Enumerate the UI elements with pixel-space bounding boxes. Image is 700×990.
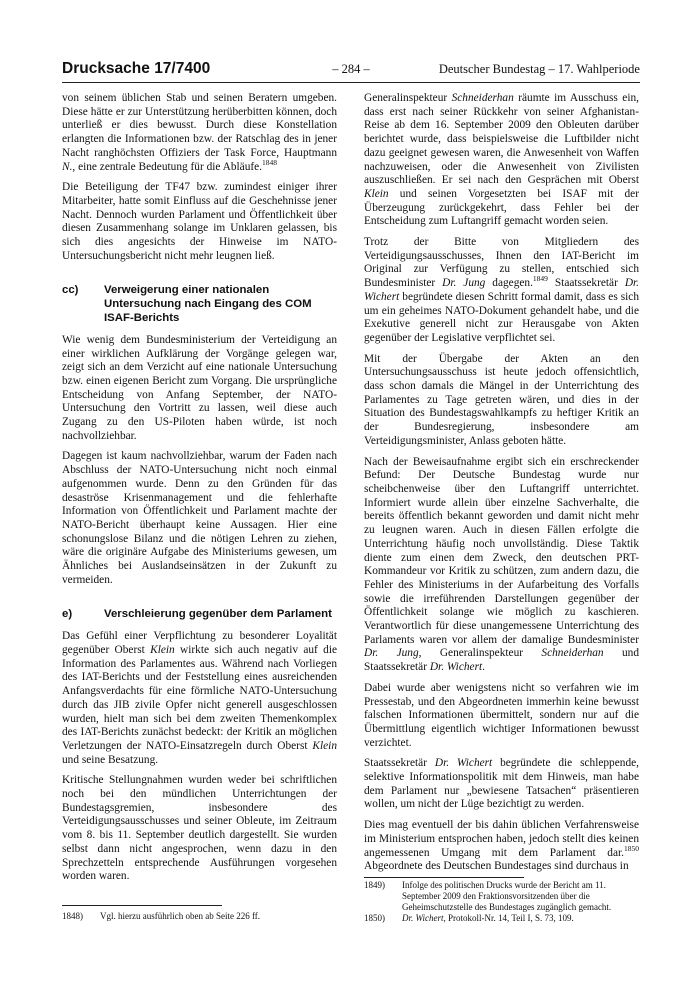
paragraph: Trotz der Bitte von Mitgliedern des Verteidigungsausschusses, Ihnen den IAT-Bericht im Original zur Verfügung zu stellen, entschied sich Bundesminister Dr. Jung dagegen.$^{1849}$ Staatssekretär Dr. Wichert begründete diesen Schritt formal damit, dass es sich um ein geheimes NATO-Dokument gehandelt habe, und die Exekutive generell nicht zur Herausgabe von Akten gegenüber der Legislative verpflichtet sei. [364, 236, 639, 344]
paragraph: Generalinspekteur Schneiderhan räumte im Ausschuss ein, dass erst nach seiner Rückkehr von seiner Afghanistan-Reise ab dem 16. September 2009 den Obleuten darüber berichtet wurde, dass beispielsweise die Luftbilder nicht dazu geeignet gewesen waren, die Anwesenheit von Waffen nachzuweisen, oder die Anwesenheit von Zivilisten auszuschließen. Er sei nach den Gesprächen mit Oberst Klein und seinen Vorgesetzten bei ISAF mit der Überzeugung zurückgekehrt, dass Fehler bei der Entscheidung zum Luftangriff gemacht worden seien. [364, 92, 639, 228]
footnote-rule [364, 877, 524, 878]
paragraph: Nach der Beweisaufnahme ergibt sich ein erschreckender Befund: Der Deutsche Bundestag wurde nur scheibchenweise über den Luftangriff unterrichtet. Informiert wurde allein über einzelne Sachverhalte, die bereits öffentlich bekannt geworden und damit nicht mehr zu leugnen waren. Auch in diesen Fällen erfolgte die Unterrichtung häufig noch unvollständig. Diese Taktik diente zum einen dem Zweck, den deutschen PRT-Kommandeur vor Kritik zu schützen, zum andern dazu, die Fehler des Ministeriums in der Aufarbeitung des Vorfalls sowie die irreführenden Darstellungen gegenüber der Öffentlichkeit solange wie möglich zu kaschieren. Verantwortlich für diese unangemessene Unterrichtung des Parlaments waren vor allem der damalige Bundesminister Dr. Jung, Generalinspekteur Schneiderhan und Staatssekretär Dr. Wichert. [364, 455, 639, 674]
section-heading-e: e) Verschleierung gegenüber dem Parlament [62, 608, 332, 621]
page-header [62, 60, 640, 80]
footnote-rule [62, 905, 222, 906]
paragraph: Die Beteiligung der TF47 bzw. zumindest einiger ihrer Mitarbeiter, hatte somit Einfluss auf die Geschehnisse jener Nacht. Dennoch wurden Parlament und Öffentlichkeit über diesen Zusammenhang solange im Unklaren gelassen, bis sich dies angesichts der Hinweise im NATO-Untersuchungsbericht nicht mehr leugnen ließ. [62, 181, 337, 262]
header-rule [62, 82, 640, 83]
footnote-1850: 1850) Dr. Wichert, Protokoll-Nr. 14, Teil I, S. 73, 109. [364, 913, 574, 923]
paragraph: Wie wenig dem Bundesministerium der Verteidigung an einer wirklichen Aufklärung der Vorgänge gelegen war, zeigt sich an dem Verzicht auf eine nationale Untersuchung bzw. einen eigenen Bericht zum Vorgang. Die ursprüngliche Entscheidung von Anfang September, der NATO-Untersuchung den Vortritt zu lassen, weil diese auch Zugang zu den US-Piloten haben würde, ist noch nachvollziehbar. [62, 333, 337, 442]
footnotes-left [62, 911, 337, 922]
paragraph: von seinem üblichen Stab und seinen Beratern umgeben. Diese hätte er zur Unterstützung herüberbitten können, doch unterließ er dies bewusst. Durch diese Konstellation erlangten die Informationen bzw. der Ratschlag des in jener Nacht ranghöchsten Offiziers der Task Force, Hauptmann N., eine zentrale Bedeutung für die Abläufe.$^{1848}$ [62, 92, 337, 173]
footnotes-right [364, 880, 639, 924]
paragraph: Kritische Stellungnahmen wurden weder bei schriftlichen noch bei den mündlichen Unterrichtungen der Bundestagsgremien, insbesondere des Verteidigungsausschusses und seiner Obleute, im Zeitraum vom 8. bis 11. September deutlich dargestellt. Sie wurden selbst dann nicht angesprochen, wenn dazu in den Sprechzetteln entsprechende Ausführungen vorgesehen worden waren. [62, 774, 337, 883]
header-right: Deutscher Bundestag – 17. Wahlperiode [438, 62, 640, 76]
drucksache-number: 7400 [175, 60, 211, 77]
right-column [364, 92, 639, 881]
paragraph: Mit der Übergabe der Akten an den Untersuchungsausschuss ist heute jedoch offensichtlich, dass schon damals die Mängel in der Unterrichtung des Parlamentes zu Tage getreten wären, und dies in der Situation des Bundestagswahlkampfs zu heftiger Kritik an der Bundesregierung, insbesondere am Verteidigungsminister, Anlass geboten hätte. [364, 352, 639, 447]
paragraph: Das Gefühl einer Verpflichtung zu besonderer Loyalität gegenüber Oberst Klein wirkte sich auch negativ auf die Information des Parlamentes aus. Während nach Vorliegen des IAT-Berichts und der Feststellung eines ausreichenden Anfangsverdachts für eine förmliche NATO-Untersuchung durch das JIB zivile Opfer nicht generell ausgeschlossen wurden, hielt man sich bei dem zweiten Themenkomplex des IAT-Berichts zunächst bedeckt: der Kritik an möglichen Verletzungen der NATO-Einsatzregeln durch Oberst Klein und seine Besatzung. [62, 630, 337, 766]
page-number: – 284 – [332, 62, 370, 76]
paragraph: Dabei wurde aber wenigstens nicht so verfahren wie im Pressestab, und den Abgeordneten immerhin keine bewusst falschen Informationen übermittelt, sondern nur auf die Übermittlung eigentlich wichtiger Informationen bewusst verzichtet. [364, 681, 639, 749]
footnote-ref-1848: 1848 [262, 157, 278, 167]
footnote-ref-1850: 1850 [624, 843, 639, 853]
drucksache-prefix: Drucksache 17/ [62, 60, 176, 77]
paragraph: Dagegen ist kaum nachvollziehbar, warum der Faden nach Abschluss der NATO-Untersuchung nicht noch einmal aufgenommen wurde. Denn zu den Gründen für das desaströse Krisenmanagement und die fehlerhafte Information von Öffentlichkeit und Parlament machte der NATO-Bericht überhaupt keine Aussagen. Hier eine schonungslose Bilanz und die nötigen Lehren zu ziehen, wäre die originäre Aufgabe des Ministeriums gewesen, um Ähnliches bei Auslandseinsätzen in der Zukunft zu vermeiden. [62, 450, 337, 586]
left-column [62, 92, 337, 891]
footnote-1848: 1848) Vgl. hierzu ausführlich oben ab Seite 226 ff. [62, 911, 261, 921]
footnote-ref-1849: 1849 [532, 274, 548, 284]
footnote-1849: 1849) Infolge des politischen Drucks wurde der Bericht am 11. September 2009 den Fraktionsvorsitzenden über die Geheimschutzstelle des Bundestages zugänglich gemacht. [364, 880, 612, 912]
section-heading-cc: cc) Verweigerung einer nationalen Untersuchung nach Eingang des COM ISAF-Berichts [62, 284, 312, 325]
paragraph: Dies mag eventuell der bis dahin üblichen Verfahrensweise im Ministerium entsprochen haben, jedoch stellt dies keinen angemessenen Umgang mit dem Parlament dar.$^{1850}$ Abgeordnete des Deutschen Bundestages sind durchaus in [364, 819, 639, 873]
paragraph: Staatssekretär Dr. Wichert begründete die schleppende, selektive Informationspolitik mit dem Hinweis, man habe dem Parlament nur „bewiesene Tatsachen“ präsentieren wollen, um nicht der Lüge bezichtigt zu werden. [364, 757, 639, 811]
